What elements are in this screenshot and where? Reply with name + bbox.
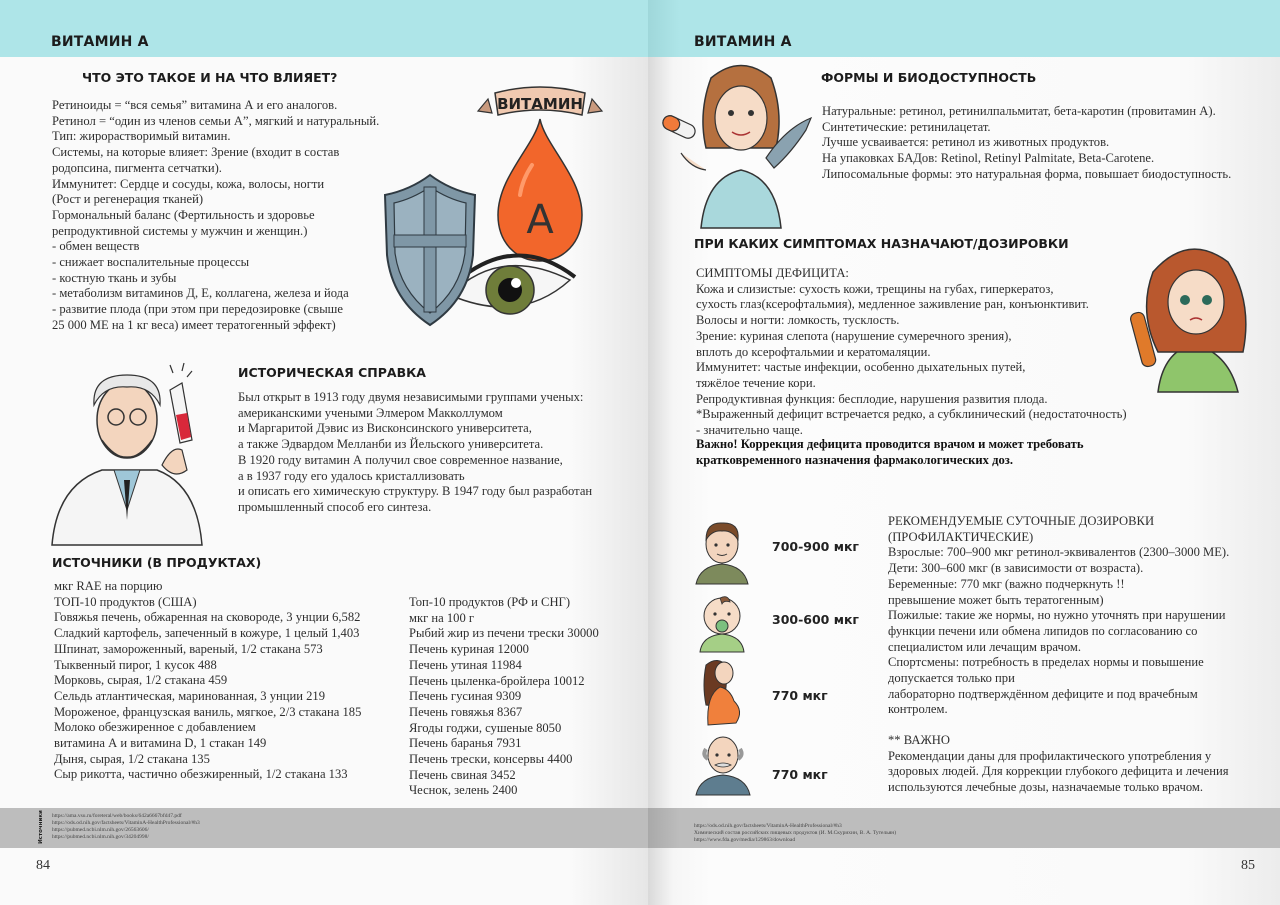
text-line: Зрение: куриная слепота (нарушение сумеречного зрения), <box>696 328 1012 343</box>
sources-links <box>52 813 200 841</box>
text-line: Иммунитет: Сердце и сосуды, кожа, волосы, ногти <box>52 176 325 191</box>
text-line: а в 1937 году его удалось кристаллизовать <box>238 468 465 483</box>
section-title-sources: ИСТОЧНИКИ (В ПРОДУКТАХ) <box>52 555 262 570</box>
source-link[interactable]: https://pubmed.ncbi.nlm.nih.gov/34204998/ <box>52 834 149 840</box>
text-line: функции печени или обмена липидов по согласованию со <box>888 623 1198 638</box>
text-line: *Выраженный дефицит встречается редко, а субклинический (недостаточность) <box>696 407 1127 422</box>
list-item: Рыбий жир из печени трески 30000 <box>409 626 599 641</box>
list-item: Печень трески, консервы 4400 <box>409 752 573 767</box>
text-line: На упаковках БАДов: Retinol, Retinyl Palmitate, Beta-Carotene. <box>822 151 1155 166</box>
list-item: Сладкий картофель, запеченный в кожуре, 1 целый 1,403 <box>54 626 360 641</box>
page-header: ВИТАМИН А <box>694 34 792 50</box>
text-line: Липосомальные формы: это натуральная форма, повышает биодоступность. <box>822 166 1232 181</box>
text-line: Волосы и ногти: ломкость, тусклость. <box>696 313 900 328</box>
list-item: Тыквенный пирог, 1 кусок 488 <box>54 657 217 672</box>
right-page <box>648 0 1280 905</box>
text-line: Тип: жирорастворимый витамин. <box>52 129 231 144</box>
vitamin-banner-icon <box>478 87 602 115</box>
text-line: репродуктивной системы у мужчин и женщин.) <box>52 223 308 238</box>
page-number: 84 <box>36 858 50 873</box>
section-what-text <box>52 98 379 334</box>
text-line: (ПРОФИЛАКТИЧЕСКИЕ) <box>888 529 1034 544</box>
section-title-what: ЧТО ЭТО ТАКОЕ И НА ЧТО ВЛИЯЕТ? <box>82 70 338 85</box>
source-link[interactable]: https://ods.od.nih.gov/factsheets/VitaminA-HealthProfessional/#h3 <box>694 823 842 829</box>
list-item: мкг на 100 г <box>409 610 475 625</box>
important-note-text <box>888 749 1229 796</box>
text-line: Беременные: 770 мкг (важно подчеркнуть !! <box>888 576 1125 591</box>
text-line: Репродуктивная функция: бесплодие, нарушения развития плода. <box>696 391 1048 406</box>
text-line: контролем. <box>888 702 948 717</box>
text-line: Ретиноиды = “вся семья” витамина А и его аналогов. <box>52 98 338 112</box>
pill-icon <box>661 113 698 140</box>
banner-text: ВИТАМИН <box>497 95 583 113</box>
pregnant-woman-icon <box>698 657 750 725</box>
text-line: Рекомендации даны для профилактического употребления у <box>888 748 1212 763</box>
text-line: и Маргаритой Дэвис из Висконсинского университета, <box>238 421 532 436</box>
list-item: Сыр рикотта, частично обезжиренный, 1/2 стакана 133 <box>54 767 348 782</box>
scientist-illustration <box>42 345 212 545</box>
text-line: Синтетические: ретинилацетат. <box>822 119 991 134</box>
text-line: - костную ткань и зубы <box>52 270 177 285</box>
text-line: СИМПТОМЫ ДЕФИЦИТА: <box>696 266 849 280</box>
text-line: - развитие плода (при этом при передозировке (свыше <box>52 302 343 317</box>
list-item: Печень куриная 12000 <box>409 642 529 657</box>
text-line: РЕКОМЕНДУЕМЫЕ СУТОЧНЫЕ ДОЗИРОВКИ <box>888 514 1155 528</box>
text-line: сухость глаз(ксерофтальмия), медленное заживление ран, конъюнктивит. <box>696 297 1089 312</box>
source-link[interactable]: https://ods.od.nih.gov/factsheets/VitaminA-HealthProfessional/#h3 <box>52 820 200 826</box>
text-line: Натуральные: ретинол, ретинилпальмитат, бета-каротин (провитамин А). <box>822 104 1216 118</box>
dose-child: 300-600 мкг <box>772 612 859 627</box>
text-line: Был открыт в 1913 году двумя независимыми группами ученых: <box>238 390 584 404</box>
list-item: витамина А и витамина D, 1 стакан 149 <box>54 736 267 751</box>
text-line: Важно! Коррекция дефицита проводится врачом и может требовать <box>696 437 1084 451</box>
dose-pregnant: 770 мкг <box>772 688 828 703</box>
source-link[interactable]: https://www.fda.gov/media/129863/download <box>694 837 796 843</box>
section-history-text <box>238 390 592 516</box>
text-line: Дети: 300–600 мкг (в зависимости от возраста). <box>888 561 1144 576</box>
list-item: Топ-10 продуктов (РФ и СНГ) <box>409 595 571 609</box>
text-line: и описать его химическую структуру. В 1947 году был разработан <box>238 484 593 499</box>
sources-label: Источники <box>37 810 44 844</box>
source-link[interactable]: https://ama.vsu.ru/foreteral/web/books/642a6667bfd47.pdf <box>52 813 182 819</box>
list-item: ТОП-10 продуктов (США) <box>54 594 197 609</box>
text-line: здоровых людей. Для коррекции глубокого дефицита и лечения <box>888 764 1229 779</box>
text-line: допускается только при <box>888 671 1015 686</box>
drop-letter: A <box>526 197 554 243</box>
important-note-block <box>888 733 1229 796</box>
text-line: Системы, на которые влияет: Зрение (входит в состав <box>52 145 340 160</box>
vitamin-a-illustration <box>370 85 620 345</box>
text-line: превышение может быть тератогенным) <box>888 592 1104 607</box>
list-item: Мороженое, французская ваниль, мягкое, 2/3 стакана 185 <box>54 704 362 719</box>
text-line: - метаболизм витаминов Д, Е, коллагена, железа и йода <box>52 286 349 301</box>
page-number: 85 <box>1241 858 1255 873</box>
list-item: Печень баранья 7931 <box>409 736 522 751</box>
list-item: мкг RAE на порцию <box>54 579 163 593</box>
woman-with-pill-and-fish-illustration <box>666 58 816 228</box>
important-note-title: ** ВАЖНО <box>888 733 950 747</box>
source-link[interactable]: Химический состав российских пищевых продуктов (И. М.Скурихин, В. А. Тутельян) <box>694 830 897 836</box>
list-item: Ягоды годжи, сушеные 8050 <box>409 720 562 735</box>
sources-links <box>694 823 896 844</box>
section-forms-text <box>822 104 1231 183</box>
list-item: Чеснок, зелень 2400 <box>409 783 518 798</box>
text-line: - снижает воспалительные процессы <box>52 255 250 270</box>
list-item: Морковь, сырая, 1/2 стакана 459 <box>54 673 228 688</box>
list-item: Печень цыленка-бройлера 10012 <box>409 673 585 688</box>
text-line: специалистом или лечащим врачом. <box>888 639 1082 654</box>
text-line: 25 000 МЕ на 1 кг веса) имеет тератогенный эффект) <box>52 317 336 332</box>
recommended-doses-text <box>888 514 1229 718</box>
sources-usa-list <box>54 579 361 783</box>
text-line: тяжёлое течение кори. <box>696 375 816 390</box>
text-line: промышленный способ его синтеза. <box>238 499 432 514</box>
list-item: Сельдь атлантическая, маринованная, 3 унции 219 <box>54 688 326 703</box>
section-title-symptoms: ПРИ КАКИХ СИМПТОМАХ НАЗНАЧАЮТ/ДОЗИРОВКИ <box>694 236 1069 251</box>
text-line: американскими учеными Элмером Макколлумом <box>238 405 503 420</box>
list-item: Дыня, сырая, 1/2 стакана 135 <box>54 751 210 766</box>
text-line: - обмен веществ <box>52 239 140 254</box>
text-line: Иммунитет: частые инфекции, особенно дыхательных путей, <box>696 360 1026 375</box>
text-line: лабораторно подтверждённом дефиците и под врачебным <box>888 686 1198 701</box>
section-symptoms-text <box>696 266 1127 439</box>
text-line: Взрослые: 700–900 мкг ретинол-эквивалентов (2300–3000 МЕ). <box>888 545 1230 560</box>
girl-with-brush-illustration <box>1128 232 1258 392</box>
text-line: используются лечебные дозы, назначаемые только врачом. <box>888 780 1204 795</box>
text-line: Пожилые: такие же нормы, но нужно уточнять при нарушении <box>888 608 1226 623</box>
list-item: Печень свиная 3452 <box>409 767 516 782</box>
text-line: (Рост и регенерация тканей) <box>52 192 204 207</box>
list-item: Печень утиная 11984 <box>409 657 522 672</box>
list-item: Шпинат, замороженный, вареный, 1/2 стакана 573 <box>54 641 323 656</box>
source-link[interactable]: https://pubmed.ncbi.nlm.nih.gov/26563606/ <box>52 827 149 833</box>
text-line: Лучше усваивается: ретинол из животных продуктов. <box>822 135 1110 150</box>
text-line: Кожа и слизистые: сухость кожи, трещины на губах, гиперкератоз, <box>696 281 1054 296</box>
text-line: - значительно чаще. <box>696 423 803 438</box>
text-line: Ретинол = “один из членов семьи А”, мягкий и натуральный. <box>52 113 380 128</box>
text-line: Гормональный баланс (Фертильность и здоровье <box>52 207 315 222</box>
sources-rf-list <box>409 595 599 799</box>
list-item: Молоко обезжиренное с добавлением <box>54 720 256 735</box>
dose-adult: 700-900 мкг <box>772 539 859 554</box>
section-title-history: ИСТОРИЧЕСКАЯ СПРАВКА <box>238 365 426 380</box>
text-line: а также Эдвардом Мелланби из Йельского университета. <box>238 437 544 452</box>
text-line: вплоть до ксерофтальмии и кератомаляции. <box>696 344 931 359</box>
section-title-forms: ФОРМЫ И БИОДОСТУПНОСТЬ <box>821 70 1037 85</box>
baby-icon <box>694 590 750 652</box>
text-line: кратковременного назначения фармакологических доз. <box>696 452 1013 467</box>
shield-icon <box>385 175 475 325</box>
elderly-man-icon <box>694 733 752 795</box>
text-line: родопсина, пигмента сетчатки). <box>52 160 222 175</box>
list-item: Печень говяжья 8367 <box>409 704 523 719</box>
adult-man-icon <box>694 518 750 584</box>
dose-elderly: 770 мкг <box>772 767 828 782</box>
page-header: ВИТАМИН А <box>51 34 149 50</box>
list-item: Говяжья печень, обжаренная на сковороде, 3 унции 6,582 <box>54 610 361 625</box>
list-item: Печень гусиная 9309 <box>409 689 522 704</box>
drop-icon <box>498 119 582 261</box>
text-line: В 1920 году витамин А получил свое современное название, <box>238 452 563 467</box>
text-line: Спортсмены: потребность в пределах нормы и повышение <box>888 655 1204 670</box>
symptoms-important-note <box>696 437 1083 468</box>
